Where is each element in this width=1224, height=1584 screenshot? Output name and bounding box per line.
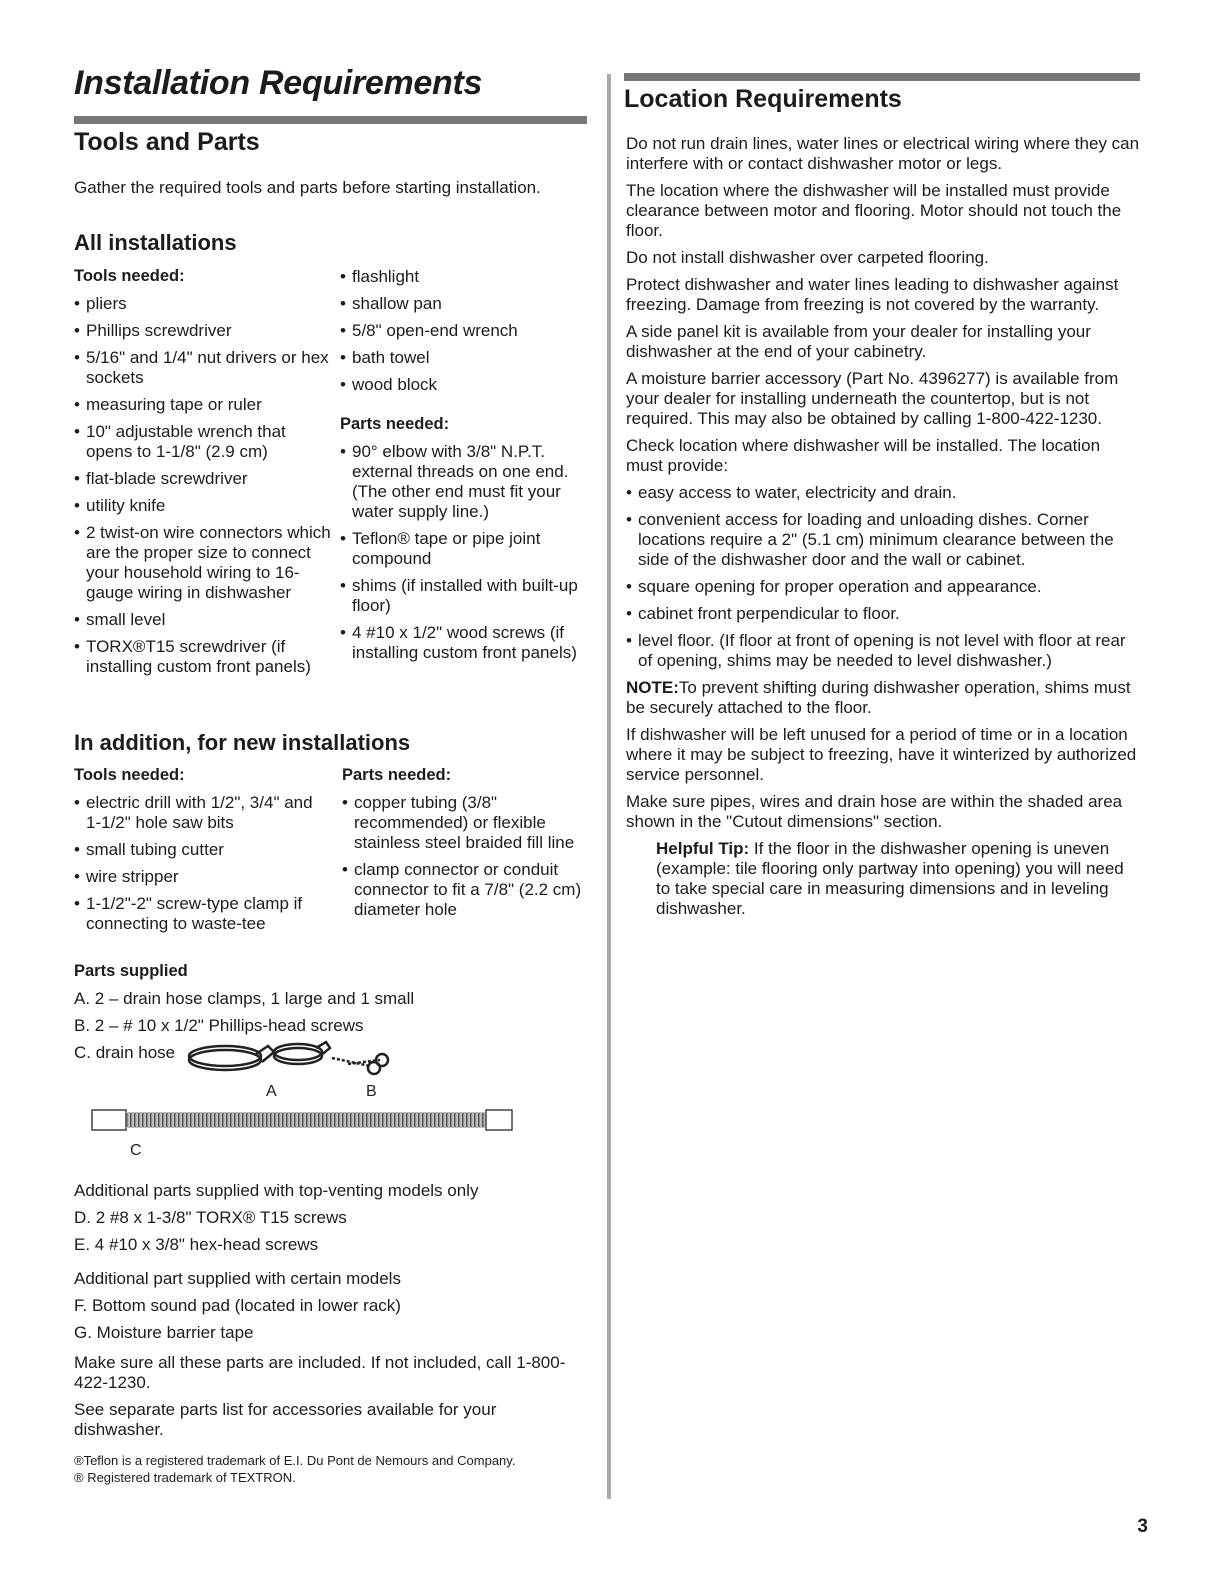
list-item: • utility knife — [74, 496, 332, 516]
list-item: B. 2 – # 10 x 1/2" Phillips-head screws — [74, 1016, 364, 1035]
helpful-tip — [626, 839, 1141, 919]
footnote: ® Registered trademark of TEXTRON. — [74, 1470, 296, 1485]
list-item: • small tubing cutter — [74, 840, 330, 860]
location-paragraph: If dishwasher will be left unused for a period of time or in a location where it may be subject to freezing, have it winterized by authorized service personnel. — [626, 725, 1137, 784]
list-item: • shallow pan — [340, 294, 588, 314]
column-divider — [607, 74, 611, 1499]
list-item: • easy access to water, electricity and drain. — [626, 483, 1141, 503]
location-rule — [624, 73, 1140, 81]
location-paragraph: A moisture barrier accessory (Part No. 4396277) is available from your dealer for installing underneath the countertop, but is not required. This may also be obtained by calling 1-800-422-1230. — [626, 369, 1119, 428]
list-item: • level floor. (If floor at front of opening is not level with floor at rear of opening, shims may be needed to level dishwasher.) — [626, 631, 1141, 671]
list-item: • flashlight — [340, 267, 588, 287]
note-label: NOTE: — [626, 678, 679, 697]
all-installations-heading: All installations — [74, 230, 237, 255]
parts-illustration — [70, 1030, 540, 1170]
location-paragraph: Do not install dishwasher over carpeted flooring. — [626, 248, 989, 267]
see-separate: See separate parts list for accessories available for your dishwasher. — [74, 1400, 497, 1439]
footnotes — [74, 1452, 554, 1486]
list-item: • wire stripper — [74, 867, 330, 887]
footnote: ®Teflon is a registered trademark of E.I. Du Pont de Nemours and Company. — [74, 1453, 516, 1468]
list-item: • shims (if installed with built-up floor) — [340, 576, 580, 616]
list-item: G. Moisture barrier tape — [74, 1323, 254, 1342]
new-tools-label: Tools needed: — [74, 766, 185, 784]
list-item: • TORX®T15 screwdriver (if installing custom front panels) — [74, 637, 332, 677]
all-parts-list — [340, 442, 580, 670]
list-item: • clamp connector or conduit connector to fit a 7/8" (2.2 cm) diameter hole — [342, 860, 590, 920]
certain-models-label: Additional part supplied with certain models — [74, 1269, 401, 1288]
list-item: • small level — [74, 610, 332, 630]
tools-parts-intro: Gather the required tools and parts before starting installation. — [74, 178, 541, 197]
list-item: • 5/8" open-end wrench — [340, 321, 588, 341]
list-item: • Teflon® tape or pipe joint compound — [340, 529, 580, 569]
list-item: • measuring tape or ruler — [74, 395, 332, 415]
all-tools-list — [74, 294, 332, 684]
list-item: • square opening for proper operation and appearance. — [626, 577, 1141, 597]
list-item: • 4 #10 x 1/2" wood screws (if installing custom front panels) — [340, 623, 580, 663]
location-paragraph: Protect dishwasher and water lines leading to dishwasher against freezing. Damage from freezing is not covered by the warranty. — [626, 275, 1119, 314]
location-paragraph: Make sure pipes, wires and drain hose are within the shaded area shown in the "Cutout dimensions" section. — [626, 792, 1123, 831]
page-title: Installation Requirements — [74, 64, 483, 102]
list-item: • pliers — [74, 294, 332, 314]
list-item: • electric drill with 1/2", 3/4" and 1-1/2" hole saw bits — [74, 793, 330, 833]
top-venting-label: Additional parts supplied with top-venting models only — [74, 1181, 479, 1200]
hose-clamp-large-icon — [189, 1046, 274, 1070]
all-tools-list-2 — [340, 267, 588, 402]
location-paragraph: Do not run drain lines, water lines or electrical wiring where they can interfere with or contact dishwasher motor or legs. — [626, 134, 1140, 173]
location-paragraph: A side panel kit is available from your dealer for installing your dishwasher at the end of your cabinetry. — [626, 322, 1091, 361]
list-item: • bath towel — [340, 348, 588, 368]
location-heading: Location Requirements — [624, 85, 902, 113]
all-tools-label: Tools needed: — [74, 267, 185, 285]
tools-parts-heading: Tools and Parts — [74, 128, 260, 156]
location-body — [626, 134, 1141, 926]
location-paragraph: Check location where dishwasher will be installed. The location must provide: — [626, 436, 1101, 475]
new-parts-list — [342, 793, 590, 927]
list-item: • cabinet front perpendicular to floor. — [626, 604, 1141, 624]
list-item: E. 4 #10 x 3/8" hex-head screws — [74, 1235, 319, 1254]
list-item: • 5/16" and 1/4" nut drivers or hex sockets — [74, 348, 332, 388]
top-venting-list — [74, 1208, 574, 1262]
list-item: • copper tubing (3/8" recommended) or flexible stainless steel braided fill line — [342, 793, 590, 853]
figure-label-a: A — [266, 1083, 277, 1100]
note-text: To prevent shifting during dishwasher operation, shims must be securely attached to the floor. — [626, 678, 1131, 717]
note — [626, 678, 1141, 718]
list-item: • Phillips screwdriver — [74, 321, 332, 341]
title-rule — [74, 116, 587, 124]
make-sure-parts: Make sure all these parts are included. If not included, call 1-800-422-1230. — [74, 1353, 566, 1392]
list-item: A. 2 – drain hose clamps, 1 large and 1 small — [74, 989, 415, 1008]
list-item: • 2 twist-on wire connectors which are the proper size to connect your household wiring to 16-gauge wiring in dishwasher — [74, 523, 332, 603]
figure-label-b: B — [366, 1083, 377, 1100]
drain-hose-icon — [92, 1110, 512, 1130]
figure-label-c: C — [130, 1142, 142, 1159]
list-item: • 90° elbow with 3/8" N.P.T. external threads on one end. (The other end must fit your water supply line.) — [340, 442, 580, 522]
page-number: 3 — [1137, 1516, 1148, 1537]
new-parts-label: Parts needed: — [342, 766, 452, 784]
location-paragraph: The location where the dishwasher will be installed must provide clearance between motor and flooring. Motor should not touch the floor. — [626, 181, 1122, 240]
tip-text: If the floor in the dishwasher opening is uneven (example: tile flooring only partway into opening) you will need to take special care in measuring dimensions and in leveling dishwasher. — [656, 839, 1124, 918]
list-item: • 10" adjustable wrench that opens to 1-1/8" (2.9 cm) — [74, 422, 332, 462]
new-installations-heading: In addition, for new installations — [74, 730, 411, 755]
certain-models-list — [74, 1296, 574, 1350]
list-item: • convenient access for loading and unloading dishes. Corner locations require a 2" (5.1 cm) minimum clearance between the side of the dishwasher door and the wall or cabinet. — [626, 510, 1141, 570]
location-requirements-list — [626, 483, 1141, 671]
all-parts-label: Parts needed: — [340, 415, 450, 433]
list-item: • wood block — [340, 375, 588, 395]
list-item: F. Bottom sound pad (located in lower rack) — [74, 1296, 401, 1315]
list-item: • 1-1/2"-2" screw-type clamp if connecting to waste-tee — [74, 894, 330, 934]
list-item: D. 2 #8 x 1-3/8" TORX® T15 screws — [74, 1208, 347, 1227]
phillips-screws-icon — [332, 1054, 388, 1074]
parts-supplied-label: Parts supplied — [74, 962, 188, 980]
list-item: • flat-blade screwdriver — [74, 469, 332, 489]
tip-label: Helpful Tip: — [656, 839, 750, 858]
hose-clamp-small-icon — [274, 1042, 330, 1064]
list-item: C. drain hose — [74, 1043, 176, 1062]
new-tools-list — [74, 793, 330, 941]
